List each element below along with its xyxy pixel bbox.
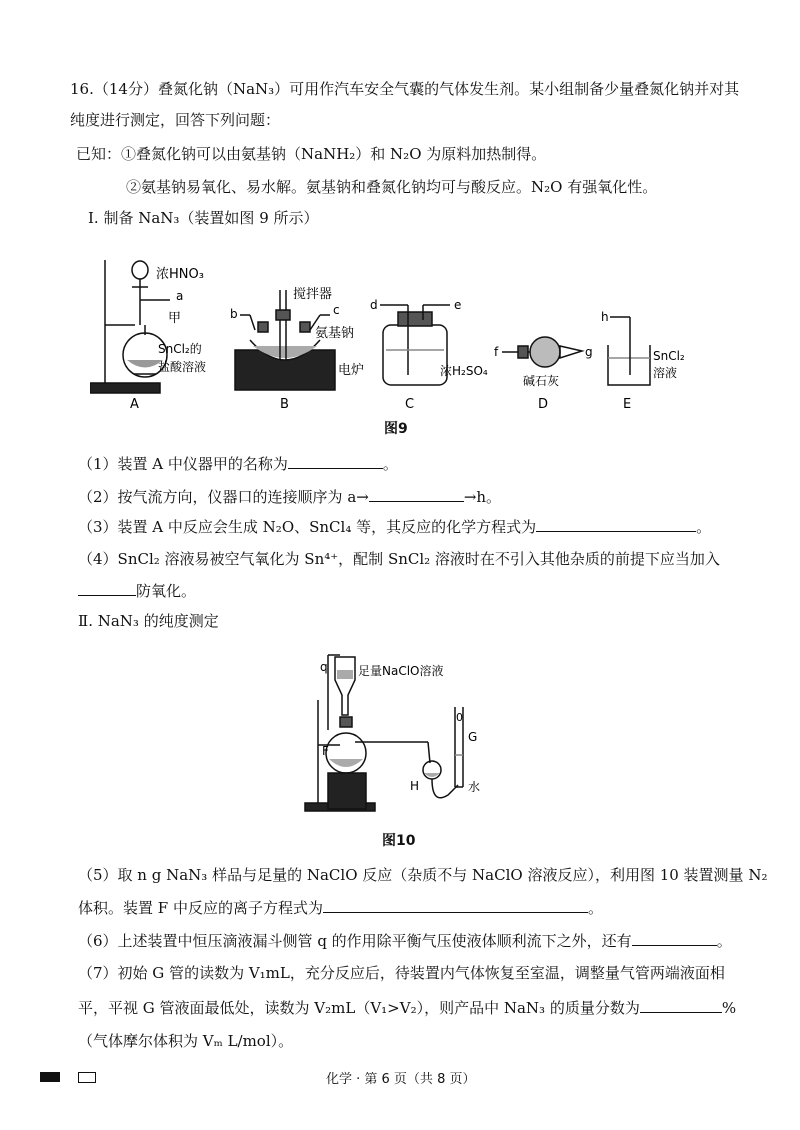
apparatus-e [608,317,650,385]
q1-end: 。 [382,455,398,473]
e-reagent-2: 溶液 [653,366,678,380]
d-port-f: f [494,345,499,359]
a-vessel: 甲 [168,311,182,326]
d-label: D [538,397,549,412]
q3-text: （3）装置 A 中反应会生成 N₂O、SnCl₄ 等，其反应的化学方程式为 [78,518,537,536]
d-reagent: 碱石灰 [523,374,560,388]
footer-mark-outline [78,1072,96,1083]
q5-text: （5）取 n g NaN₃ 样品与足量的 NaClO 反应（杂质不与 NaClO 溶液反应），利用图 10 装置测量 N₂ [78,866,768,884]
q6-answer-blank [632,929,717,946]
apparatus-d [502,337,582,367]
q4-end: 防氧化。 [136,582,197,600]
c-reagent: 浓H₂SO₄ [440,364,488,378]
f10-reagent: 足量NaClO溶液 [358,664,444,678]
b-heater: 电炉 [338,363,365,378]
q3-end: 。 [696,518,712,536]
question-header-cont: 纯度进行测定，回答下列问题： [70,111,281,129]
q1-text: （1）装置 A 中仪器甲的名称为 [78,455,288,473]
b-reagent: 氨基钠 [315,326,355,341]
f10-h-label: H [410,779,420,793]
figure-10-apparatus [300,645,520,815]
figure-10-caption: 图10 [382,833,416,849]
q2-text: （2）按气流方向，仪器口的连接顺序为 a→ [78,488,369,506]
q4-text: （4）SnCl₂ 溶液易被空气氧化为 Sn⁴⁺，配制 SnCl₂ 溶液时在不引入其他杂质的前提下应当加入 [78,550,720,568]
c-label: C [405,397,415,412]
f10-zero: 0 [456,711,463,724]
b-stirrer: 搅拌器 [293,287,333,302]
page-footer: 化学 · 第 6 页（共 8 页） [326,1072,476,1087]
b-port-b: b [230,307,238,321]
q6-text: （6）上述装置中恒压滴液漏斗侧管 q 的作用除平衡气压使液体顺利流下之外，还有 [78,932,632,950]
q7-note: （气体摩尔体积为 Vₘ L/mol）。 [78,1032,294,1050]
q7-answer-blank [640,996,722,1013]
q5-answer-blank [323,896,588,913]
figure-9-caption: 图9 [384,421,408,437]
c-port-d: d [370,298,378,312]
figure-9-apparatus [90,250,690,415]
a-solution-2: 盐酸溶液 [158,360,207,374]
a-port: a [176,289,184,303]
q5-end: 。 [587,899,603,917]
q3-answer-blank [536,515,696,532]
f10-g-label: G [468,730,478,744]
q7-cont: 平，平视 G 管液面最低处，读数为 V₂mL（V₁>V₂），则产品中 NaN₃ 的质量分数为 [78,999,640,1017]
q5-cont: 体积。装置 F 中反应的离子方程式为 [78,899,323,917]
a-reagent-top: 浓HNO₃ [156,267,204,282]
f10-water: 水 [468,780,481,794]
c-port-e: e [454,298,462,312]
q4-answer-blank [78,579,136,596]
a-label: A [130,397,139,412]
q7-text: （7）初始 G 管的读数为 V₁mL，充分反应后，待装置内气体恢复至室温，调整量气管两端液面相 [78,964,725,982]
q6-end: 。 [716,932,732,950]
b-port-c: c [333,303,340,317]
f10-q-label: q [320,660,328,674]
e-reagent-1: SnCl₂ [653,349,685,363]
q2-answer-blank [369,485,464,502]
known-2: ②氨基钠易氧化、易水解。氨基钠和叠氮化钠均可与酸反应。N₂O 有强氧化性。 [126,178,658,196]
e-label: E [623,397,632,412]
f10-f-label: F [322,744,329,758]
q1-answer-blank [288,452,383,469]
e-port-h: h [601,310,609,324]
b-label: B [280,397,289,412]
a-solution-1: SnCl₂的 [158,342,202,356]
known-1: 已知：①叠氮化钠可以由氨基钠（NaNH₂）和 N₂O 为原料加热制得。 [76,145,547,163]
part2-title: Ⅱ. NaN₃ 的纯度测定 [78,612,219,630]
question-header: 16.（14分）叠氮化钠（NaN₃）可用作汽车安全气囊的气体发生剂。某小组制备少量叠氮化钠并对其 [70,80,740,98]
q7-end: % [721,999,737,1017]
part1-title: Ⅰ. 制备 NaN₃（装置如图 9 所示） [88,209,319,227]
q2-end: →h。 [463,488,502,506]
footer-mark-solid [40,1072,60,1082]
d-port-g: g [585,345,593,359]
